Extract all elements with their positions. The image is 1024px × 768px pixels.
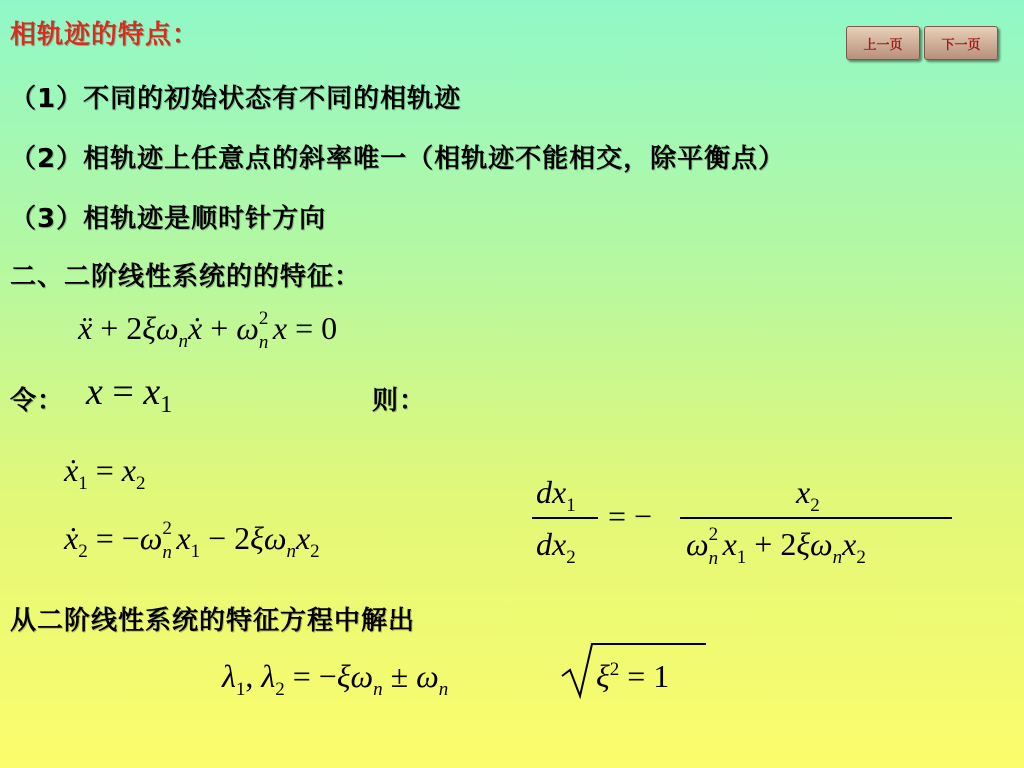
state-equation-2: ẋ$_2$ = −ω 2 n $x_1 - 2\xi\omega_nx_2$: [64, 518, 320, 563]
solve-text: 从二阶线性系统的特征方程中解出: [10, 606, 416, 636]
let-label: 令：: [10, 386, 65, 416]
section-heading: 二、二阶线性系统的的特征：: [10, 262, 362, 292]
roots-equation: $\lambda_1$, $\lambda_2 = -\xi\omega_n \pm \omega_n$: [222, 658, 449, 700]
point-2: （2）相轨迹上任意点的斜率唯一（相轨迹不能相交，除平衡点）: [10, 144, 786, 174]
point-1: （1）不同的初始状态有不同的相轨迹: [10, 84, 462, 114]
state-equation-1: ẋ$_1$ = $x_2$: [64, 452, 146, 494]
substitution-equation: $x = x_1$: [86, 371, 173, 418]
prev-page-button[interactable]: 上一页: [846, 26, 920, 60]
page-title: 相轨迹的特点：: [10, 20, 200, 50]
characteristic-equation: ẍ + $2\xi\omega_nẋ + \omega$ 2 n x = 0: [78, 308, 338, 353]
sqrt-content: $\xi^2 = 1$: [596, 658, 670, 694]
then-label: 则：: [372, 386, 427, 416]
next-page-button[interactable]: 下一页: [924, 26, 998, 60]
point-3: （3）相轨迹是顺时针方向: [10, 204, 327, 234]
